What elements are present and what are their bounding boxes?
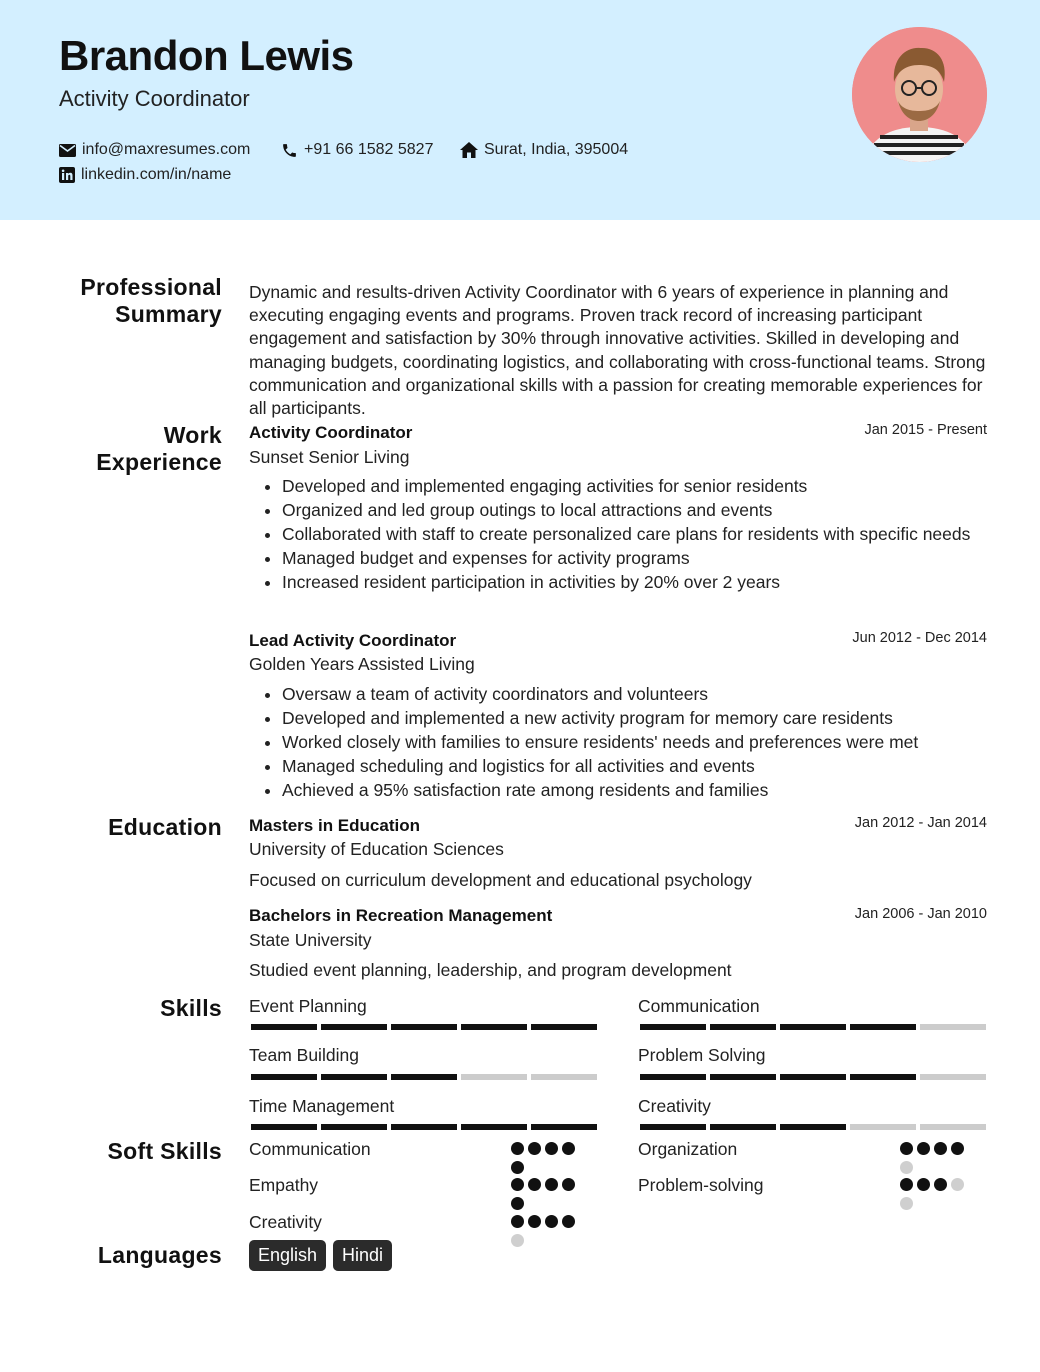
skill-bar-segment-filled xyxy=(780,1074,846,1080)
skill-bar-segment-filled xyxy=(640,1024,706,1030)
soft-skill-rating xyxy=(511,1178,583,1210)
soft-skill-name: Creativity xyxy=(249,1212,322,1232)
rating-dot-filled xyxy=(562,1215,575,1228)
skill-bar-segment-filled xyxy=(780,1124,846,1130)
envelope-icon xyxy=(59,144,76,157)
section-heading-languages: Languages xyxy=(97,1242,222,1268)
contact-email[interactable] xyxy=(59,141,250,159)
rating-dot-empty xyxy=(511,1234,524,1247)
rating-dot-filled xyxy=(934,1178,947,1191)
bullet-item: • Collaborated with staff to create personalized care plans for residents with specific needs xyxy=(282,522,1002,546)
linkedin-text: linkedin.com/in/name xyxy=(81,166,232,183)
bullet-item: • Achieved a 95% satisfaction rate among residents and families xyxy=(282,778,1002,802)
language-badge: Hindi xyxy=(333,1240,392,1271)
skill-bar xyxy=(251,1024,597,1030)
skill-bar-segment-filled xyxy=(531,1124,597,1130)
rating-dot-filled xyxy=(934,1142,947,1155)
degree-title: Masters in Education xyxy=(249,816,420,835)
job-bullets xyxy=(249,474,1002,594)
skill-bar-segment-empty xyxy=(920,1124,986,1130)
skill-name: Communication xyxy=(638,996,760,1016)
skill-bar-segment-empty xyxy=(920,1024,986,1030)
summary-text: Dynamic and results-driven Activity Coordinator with 6 years of experience in planning and executing engaging events and programs. Proven track record of increasing participant engagement and satisfaction by 30% through innovative activities. Skilled in developing and managing budgets, coordinating logistics, and collaborating with cross-functional teams. Strong communication and organizational skills with a passion for creating memorable experiences for all participants. xyxy=(249,282,986,419)
language-badge: English xyxy=(249,1240,326,1271)
contact-location xyxy=(460,141,628,159)
skill-bar-segment-filled xyxy=(850,1024,916,1030)
heading-line: Experience xyxy=(96,449,222,475)
skill-name: Creativity xyxy=(638,1096,711,1116)
rating-dot-filled xyxy=(545,1178,558,1191)
company-name: Sunset Senior Living xyxy=(249,447,410,467)
school-name: University of Education Sciences xyxy=(249,839,504,859)
soft-skill-rating xyxy=(511,1215,583,1247)
skill-bar xyxy=(251,1074,597,1080)
bullet-item: • Developed and implemented engaging activities for senior residents xyxy=(282,474,1002,498)
rating-dot-filled xyxy=(528,1178,541,1191)
education-description: Studied event planning, leadership, and program development xyxy=(249,960,732,980)
skill-bar-segment-filled xyxy=(531,1024,597,1030)
job-dates: Jan 2015 - Present xyxy=(864,422,987,438)
skill-bar-segment-filled xyxy=(391,1024,457,1030)
bullet-item: • Organized and led group outings to local attractions and events xyxy=(282,498,1002,522)
soft-skill-name: Organization xyxy=(638,1139,738,1159)
skill-bar-segment-filled xyxy=(251,1024,317,1030)
skill-bar-segment-filled xyxy=(321,1074,387,1080)
degree-title: Bachelors in Recreation Management xyxy=(249,906,553,925)
job-title: Lead Activity Coordinator xyxy=(249,631,457,650)
skill-bar xyxy=(640,1024,986,1030)
bullet-item: • Managed scheduling and logistics for all activities and events xyxy=(282,754,1002,778)
location-text: Surat, India, 395004 xyxy=(484,141,629,158)
rating-dot-empty xyxy=(951,1178,964,1191)
skill-bar-segment-filled xyxy=(780,1024,846,1030)
rating-dot-filled xyxy=(900,1178,913,1191)
phone-icon xyxy=(281,142,298,159)
rating-dot-empty xyxy=(900,1161,913,1174)
bullet-item: • Developed and implemented a new activity program for memory care residents xyxy=(282,706,1002,730)
skill-bar-segment-filled xyxy=(461,1024,527,1030)
skill-bar xyxy=(640,1124,986,1130)
rating-dot-filled xyxy=(511,1215,524,1228)
bullet-item: • Increased resident participation in activities by 20% over 2 years xyxy=(282,570,1002,594)
skill-bar-segment-filled xyxy=(710,1074,776,1080)
rating-dot-filled xyxy=(951,1142,964,1155)
soft-skill-name: Problem-solving xyxy=(638,1175,764,1195)
job-bullets xyxy=(249,682,1002,802)
contact-phone[interactable] xyxy=(281,141,433,159)
skill-bar xyxy=(251,1124,597,1130)
skill-bar-segment-empty xyxy=(920,1074,986,1080)
section-heading-education: Education xyxy=(108,814,222,840)
rating-dot-filled xyxy=(511,1161,524,1174)
profile-photo xyxy=(852,27,987,162)
section-heading-skills: Skills xyxy=(160,995,222,1021)
skill-bar-segment-filled xyxy=(321,1124,387,1130)
rating-dot-empty xyxy=(900,1197,913,1210)
email-text: info@maxresumes.com xyxy=(82,141,251,158)
skill-bar-segment-filled xyxy=(461,1124,527,1130)
school-name: State University xyxy=(249,930,372,950)
bullet-item: • Managed budget and expenses for activity programs xyxy=(282,546,1002,570)
heading-line: Summary xyxy=(115,301,222,327)
skill-bar-segment-empty xyxy=(850,1124,916,1130)
rating-dot-filled xyxy=(528,1215,541,1228)
rating-dot-filled xyxy=(511,1197,524,1210)
skill-bar-segment-empty xyxy=(461,1074,527,1080)
education-dates: Jan 2006 - Jan 2010 xyxy=(854,906,987,922)
contact-linkedin[interactable] xyxy=(59,166,231,184)
rating-dot-filled xyxy=(917,1142,930,1155)
heading-line: Professional xyxy=(80,274,222,300)
phone-text: +91 66 1582 5827 xyxy=(304,141,434,158)
skill-bar-segment-filled xyxy=(710,1124,776,1130)
rating-dot-filled xyxy=(562,1142,575,1155)
candidate-name: Brandon Lewis xyxy=(59,32,354,79)
skill-bar-segment-empty xyxy=(531,1074,597,1080)
skill-bar-segment-filled xyxy=(391,1124,457,1130)
rating-dot-filled xyxy=(562,1178,575,1191)
company-name: Golden Years Assisted Living xyxy=(249,654,475,674)
rating-dot-filled xyxy=(545,1215,558,1228)
bullet-item: • Worked closely with families to ensure residents' needs and preferences were met xyxy=(282,730,1002,754)
soft-skill-name: Communication xyxy=(249,1139,371,1159)
soft-skill-rating xyxy=(900,1142,972,1174)
section-heading-soft-skills: Soft Skills xyxy=(107,1138,222,1164)
skill-bar-segment-filled xyxy=(850,1074,916,1080)
job-dates: Jun 2012 - Dec 2014 xyxy=(852,630,987,646)
candidate-title: Activity Coordinator xyxy=(59,86,250,111)
soft-skill-rating xyxy=(900,1178,972,1210)
skill-bar-segment-filled xyxy=(640,1124,706,1130)
skill-bar-segment-filled xyxy=(251,1124,317,1130)
home-icon xyxy=(460,142,478,158)
skill-name: Time Management xyxy=(249,1096,395,1116)
heading-line: Work xyxy=(163,422,222,448)
skill-bar xyxy=(640,1074,986,1080)
rating-dot-filled xyxy=(545,1142,558,1155)
skill-bar-segment-filled xyxy=(640,1074,706,1080)
soft-skill-name: Empathy xyxy=(249,1175,319,1195)
education-description: Focused on curriculum development and educational psychology xyxy=(249,870,752,890)
linkedin-icon xyxy=(59,167,75,183)
section-heading-summary xyxy=(80,274,222,328)
skill-bar-segment-filled xyxy=(321,1024,387,1030)
skill-name: Team Building xyxy=(249,1045,359,1065)
job-title: Activity Coordinator xyxy=(249,423,413,442)
rating-dot-filled xyxy=(917,1178,930,1191)
skill-bar-segment-filled xyxy=(710,1024,776,1030)
rating-dot-filled xyxy=(528,1142,541,1155)
education-dates: Jan 2012 - Jan 2014 xyxy=(854,815,987,831)
skill-name: Event Planning xyxy=(249,996,367,1016)
soft-skill-rating xyxy=(511,1142,583,1174)
skill-bar-segment-filled xyxy=(391,1074,457,1080)
rating-dot-filled xyxy=(511,1142,524,1155)
skill-bar-segment-filled xyxy=(251,1074,317,1080)
bullet-item: • Oversaw a team of activity coordinators and volunteers xyxy=(282,682,1002,706)
rating-dot-filled xyxy=(511,1178,524,1191)
rating-dot-filled xyxy=(900,1142,913,1155)
section-heading-work xyxy=(96,422,222,476)
skill-name: Problem Solving xyxy=(638,1045,766,1065)
